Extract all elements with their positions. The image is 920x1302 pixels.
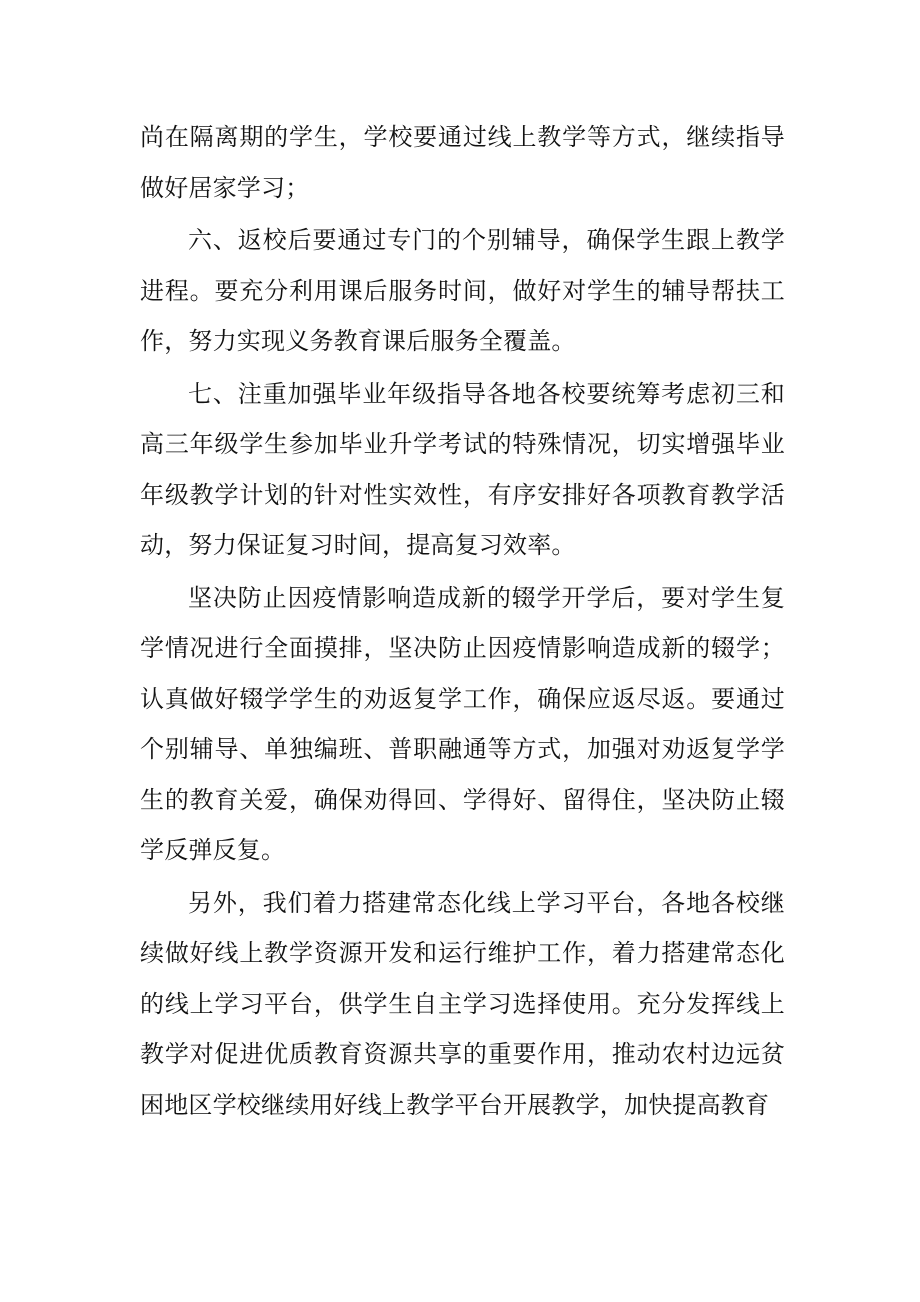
paragraph-item-seven: 七、注重加强毕业年级指导各地各校要统筹考虑初三和高三年级学生参加毕业升学考试的特殊情况，切实增强毕业年级教学计划的针对性实效性，有序安排好各项教育教学活动，努力保证复习时间，提高复习效率。 — [140, 379, 785, 559]
document-body — [140, 112, 785, 1130]
paragraph-prevent-dropout: 坚决防止因疫情影响造成新的辍学开学后，要对学生复学情况进行全面摸排，坚决防止因疫情影响造成新的辍学；认真做好辍学学生的劝返复学工作，确保应返尽返。要通过个别辅导、单独编班、普职融通等方式，加强对劝返复学学生的教育关爱，确保劝得回、学得好、留得住，坚决防止辍学反弹反复。 — [140, 583, 785, 864]
paragraph-item-six: 六、返校后要通过专门的个别辅导，确保学生跟上教学进程。要充分利用课后服务时间，做好对学生的辅导帮扶工作，努力实现义务教育课后服务全覆盖。 — [140, 226, 785, 355]
paragraph-online-platform: 另外，我们着力搭建常态化线上学习平台，各地各校继续做好线上教学资源开发和运行维护工作，着力搭建常态化的线上学习平台，供学生自主学习选择使用。充分发挥线上教学对促进优质教育资源共享的重要作用，推动农村边远贫困地区学校继续用好线上教学平台开展教学，加快提高教育 — [140, 888, 785, 1119]
paragraph-isolation-students: 尚在隔离期的学生，学校要通过线上教学等方式，继续指导做好居家学习； — [140, 123, 785, 202]
